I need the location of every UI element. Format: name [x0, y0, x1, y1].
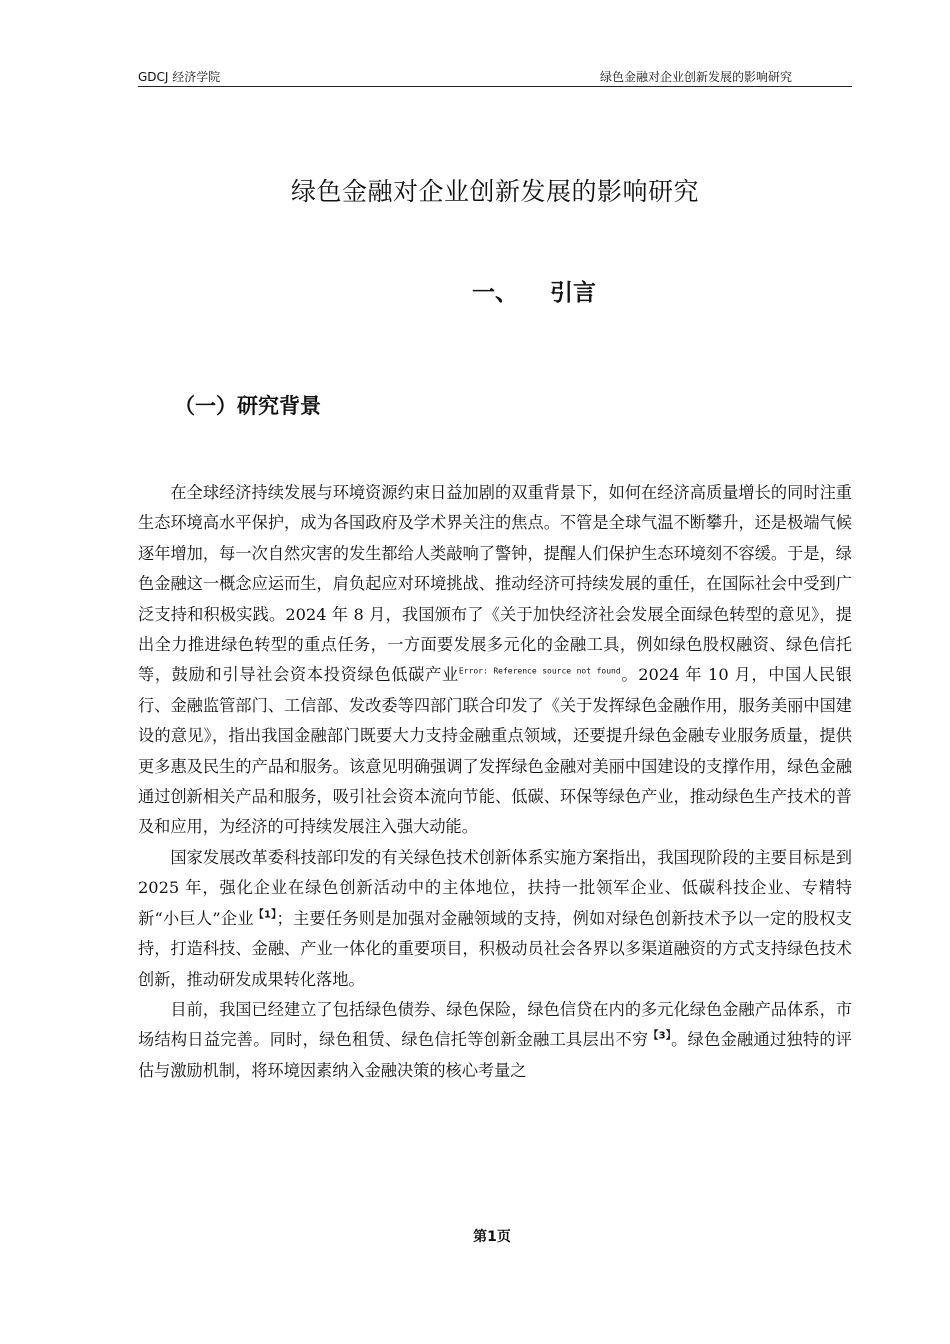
section-heading [472, 274, 596, 307]
page-number: 第1页 [473, 1229, 511, 1245]
body-text [138, 478, 852, 1086]
paragraph: 目前，我国已经建立了包括绿色债券、绿色保险，绿色信贷在内的多元化绿色金融产品体系，市场结构日益完善。同时，绿色租赁、绿色信托等创新金融工具层出不穷$^{【3】}$。绿色金融通过独特的评估与激励机制，将环境因素纳入金融决策的核心考量之 [138, 999, 852, 1080]
subsection-heading: （一）研究背景 [174, 394, 321, 418]
paragraph: 国家发展改革委科技部印发的有关绿色技术创新体系实施方案指出，我国现阶段的主要目标是到 2025 年，强化企业在绿色创新活动中的主体地位，扶持一批领军企业、低碳科技企业、专精特新“小巨人”企业$^{【1】}$；主要任务则是加强对金融领域的支持，例如对绿色创新技术予以一定的股权支持，打造科技、金融、产业一体化的重要项目，积极动员社会各界以多渠道融资的方式支持绿色技术创新，推动研发成果转化落地。 [138, 847, 852, 989]
section-number: 一、 [472, 280, 518, 306]
citation-link[interactable]: 【1】 [253, 909, 277, 921]
header-institution: GDCJ 经济学院 [138, 70, 221, 84]
document-title: 绿色金融对企业创新发展的影响研究 [290, 177, 699, 206]
page-header [138, 66, 852, 87]
paragraph: 在全球经济持续发展与环境资源约束日益加剧的双重背景下，如何在经济高质量增长的同时注重生态环境高水平保护，成为各国政府及学术界关注的焦点。不管是全球气温不断攀升，还是极端气候逐年增加，每一次自然灾害的发生都给人类敲响了警钟，提醒人们保护生态环境刻不容缓。于是，绿色金融这一概念应运而生，肩负起应对环境挑战、推动经济可持续发展的重任，在国际社会中受到广泛支持和积极实践。2024 年 8 月，我国颁布了《关于加快经济社会发展全面绿色转型的意见》，提出全力推进绿色转型的重点任务，一方面要发展多元化的金融工具，例如绿色股权融资、绿色信托等，鼓励和引导社会资本投资绿色低碳产业$^{Error: Reference source not found}$。2024 年 10 月，中国人民银行、金融监管部门、工信部、发改委等四部门联合印发了《关于发挥绿色金融作用，服务美丽中国建设的意见》，指出我国金融部门既要大力支持金融重点领域，还要提升绿色金融专业服务质量，提供更多惠及民生的产品和服务。该意见明确强调了发挥绿色金融对美丽中国建设的支撑作用，绿色金融通过创新相关产品和服务，吸引社会资本流向节能、低碳、环保等绿色产业，推动绿色生产技术的普及和应用，为经济的可持续发展注入强大动能。 [138, 483, 852, 837]
reference-error-note: Error: Reference source not found [458, 667, 621, 677]
section-title: 引言 [550, 280, 596, 306]
citation-link[interactable]: 【3】 [648, 1030, 672, 1042]
header-running-title: 绿色金融对企业创新发展的影响研究 [599, 70, 792, 84]
